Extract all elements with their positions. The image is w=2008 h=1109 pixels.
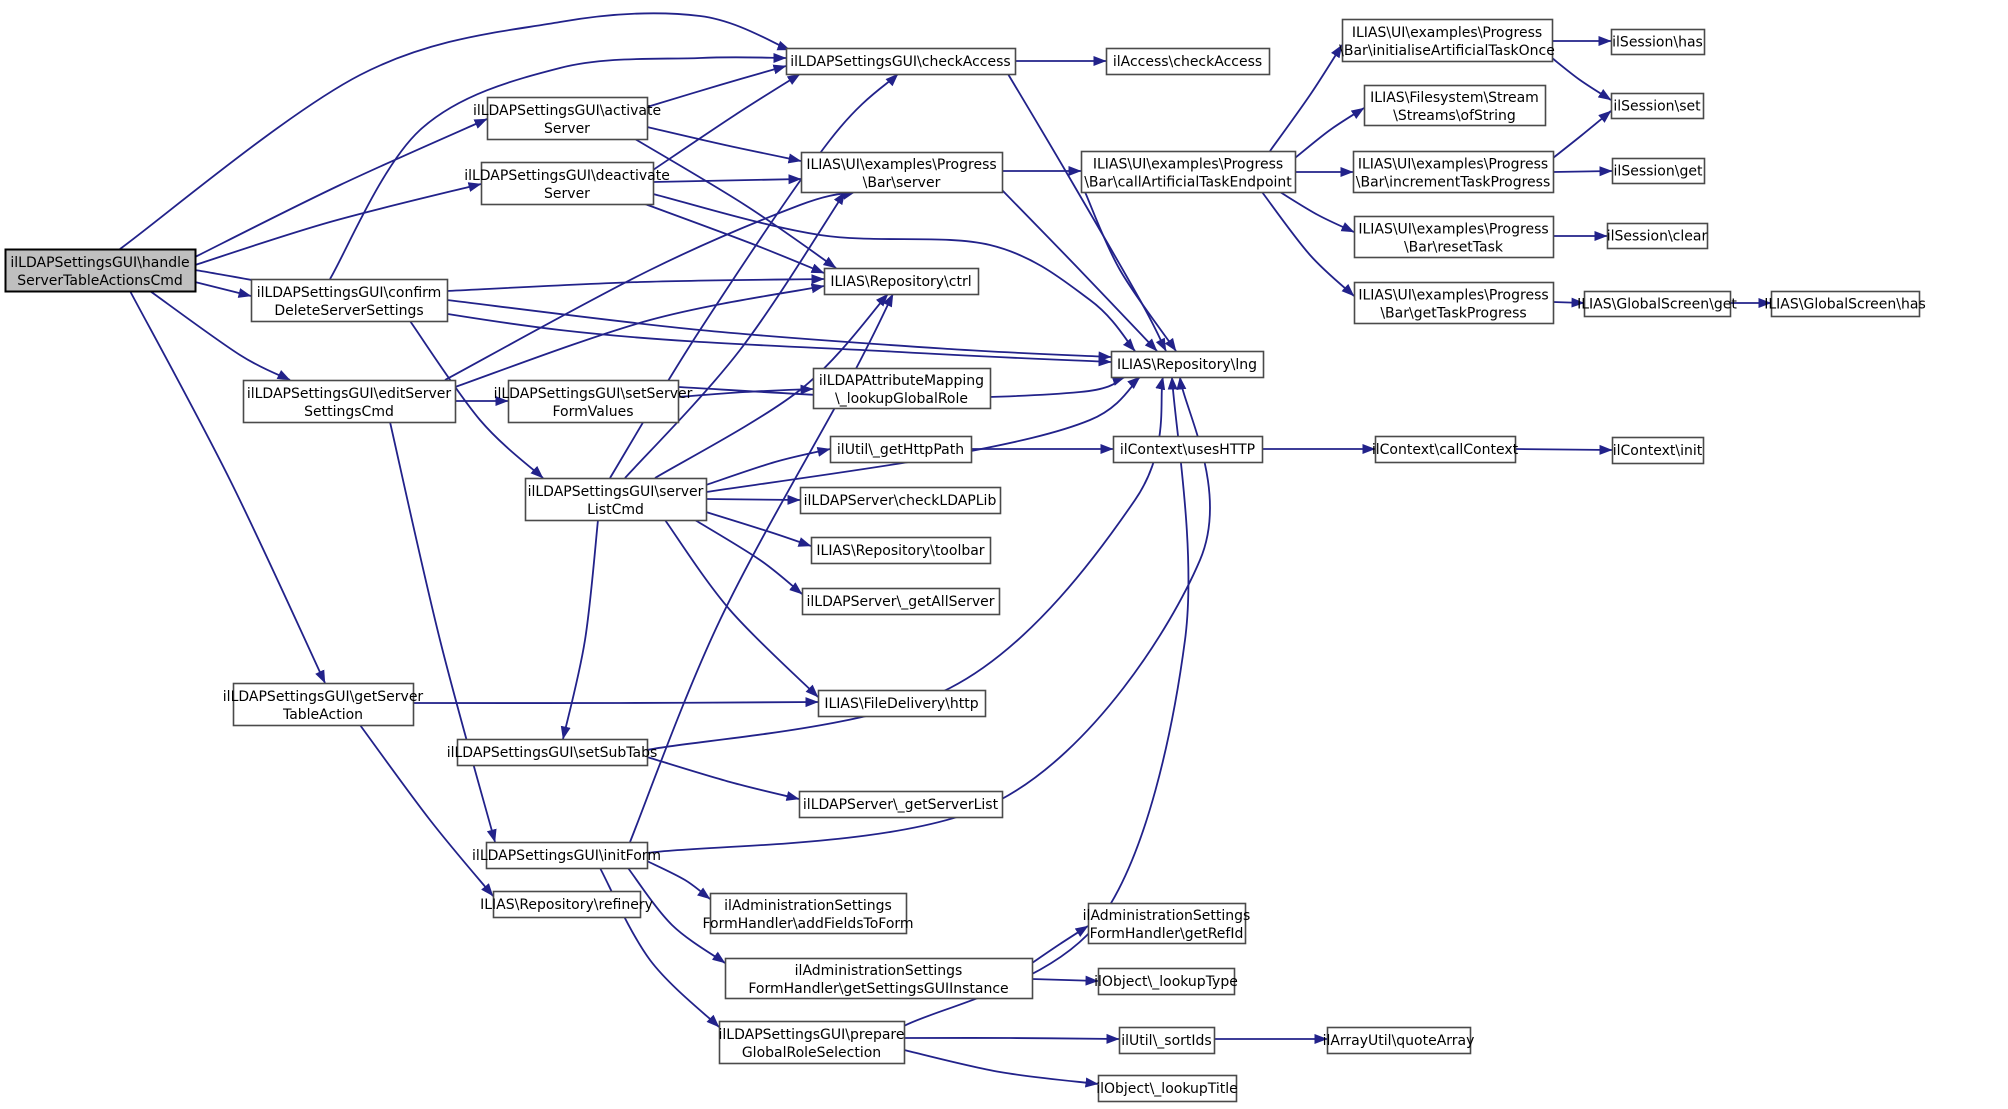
graph-node-getSettingsGUIInstance[interactable] xyxy=(726,959,1033,999)
graph-node-label: ilLDAPSettingsGUI\editServer xyxy=(246,386,452,402)
graph-node-label: ilArrayUtil\quoteArray xyxy=(1322,1033,1475,1049)
graph-node-label: ilLDAPSettingsGUI\getServer xyxy=(222,689,424,705)
call-edge-editServerSettingsCmd-to-barServer xyxy=(445,192,855,380)
call-edge-serverListCmd-to-toolbar xyxy=(706,512,811,546)
graph-node-getServerTableAction[interactable] xyxy=(223,684,424,726)
graph-node-sessionClear[interactable] xyxy=(1607,224,1708,249)
graph-node-label: ilContext\init xyxy=(1612,443,1703,459)
graph-node-label: ilLDAPServer\_getAllServer xyxy=(806,594,995,610)
graph-node-label: ILIAS\Repository\ctrl xyxy=(830,274,972,290)
graph-node-label: ilLDAPSettingsGUI\setSubTabs xyxy=(446,745,658,761)
graph-node-label: ilLDAPSettingsGUI\confirm xyxy=(256,285,442,301)
call-edge-callArtificialTaskEndpoint-to-getTaskProgress xyxy=(1262,192,1354,296)
call-edge-activateServer-to-barServer xyxy=(647,127,801,161)
graph-node-label: ilLDAPSettingsGUI\deactivate xyxy=(464,168,670,184)
graph-node-label: ilLDAPServer\checkLDAPLib xyxy=(803,493,997,509)
graph-node-label: ilAccess\checkAccess xyxy=(1112,54,1263,70)
graph-node-sessionGet[interactable] xyxy=(1613,159,1705,184)
graph-node-label: FormHandler\addFieldsToForm xyxy=(702,916,914,932)
graph-node-label: FormHandler\getRefId xyxy=(1089,926,1244,942)
graph-node-label: ilLDAPSettingsGUI\handle xyxy=(10,255,190,271)
call-edge-serverListCmd-to-setSubTabs xyxy=(563,520,598,739)
call-edge-activateServer-to-checkAccess xyxy=(647,66,786,107)
graph-node-label: \Bar\callArtificialTaskEndpoint xyxy=(1084,174,1292,191)
graph-node-label: \Bar\resetTask xyxy=(1403,239,1504,256)
graph-node-label: SettingsCmd xyxy=(304,404,394,420)
graph-node-ilAccessCheckAccess[interactable] xyxy=(1107,49,1270,75)
call-edge-initialiseArtificialTaskOnce-to-sessionSet xyxy=(1552,58,1611,100)
graph-node-label: ilAdministrationSettings xyxy=(724,898,892,914)
graph-node-lookupType[interactable] xyxy=(1094,969,1238,995)
graph-node-confirmDeleteServerSettings[interactable] xyxy=(252,280,448,322)
graph-node-contextInit[interactable] xyxy=(1613,438,1704,464)
graph-node-label: \Bar\initialiseArtificialTaskOnce xyxy=(1339,43,1555,59)
call-edge-deactivateServer-to-ctrl xyxy=(645,204,824,273)
graph-node-label: ilLDAPSettingsGUI\activate xyxy=(472,103,662,119)
call-edge-callArtificialTaskEndpoint-to-resetTask xyxy=(1280,192,1354,232)
call-edge-serverListCmd-to-http xyxy=(665,520,818,697)
graph-node-ofString[interactable] xyxy=(1365,86,1546,126)
graph-node-label: ilSession\get xyxy=(1613,163,1703,180)
graph-node-label: Server xyxy=(544,186,590,202)
graph-node-label: ILIAS\UI\examples\Progress xyxy=(1358,221,1549,238)
graph-node-deactivateServer[interactable] xyxy=(464,163,670,205)
graph-node-label: ILIAS\Filesystem\Stream xyxy=(1370,90,1539,106)
graph-node-label: ilLDAPServer\_getServerList xyxy=(802,797,999,813)
graph-node-label: ilSession\set xyxy=(1613,98,1701,115)
graph-node-checkLDAPLib[interactable] xyxy=(801,488,1001,514)
graph-node-label: ILIAS\UI\examples\Progress xyxy=(1358,287,1549,304)
graph-node-getServerList[interactable] xyxy=(800,792,1003,818)
graph-node-label: ILIAS\FileDelivery\http xyxy=(824,696,979,712)
call-edge-getServerTableAction-to-http xyxy=(413,702,818,703)
graph-node-globalScreenHas[interactable] xyxy=(1764,292,1926,317)
graph-node-barServer[interactable] xyxy=(802,153,1003,193)
graph-node-globalScreenGet[interactable] xyxy=(1577,292,1737,317)
graph-node-label: ilContext\callContext xyxy=(1371,442,1519,458)
graph-node-prepareGlobalRoleSelection[interactable] xyxy=(719,1022,905,1064)
graph-node-sessionSet[interactable] xyxy=(1612,94,1704,119)
call-edge-prepareGlobalRoleSelection-to-sortIds xyxy=(904,1038,1119,1039)
graph-node-label: ILIAS\UI\examples\Progress xyxy=(1357,156,1549,173)
graph-node-http[interactable] xyxy=(819,691,986,717)
call-edge-serverListCmd-to-checkLDAPLib xyxy=(706,499,800,500)
node-layer xyxy=(6,20,1926,1102)
graph-node-label: ilSession\clear xyxy=(1606,228,1708,245)
call-edge-handleServerTableActionsCmd-to-getServerTableAction xyxy=(130,291,325,683)
graph-node-serverListCmd[interactable] xyxy=(526,479,707,521)
graph-node-editServerSettingsCmd[interactable] xyxy=(244,381,456,423)
call-edge-callArtificialTaskEndpoint-to-lng xyxy=(1085,192,1176,351)
graph-node-label: ilObject\_lookupType xyxy=(1094,974,1238,990)
graph-node-setServerFormValues[interactable] xyxy=(494,381,693,423)
graph-node-toolbar[interactable] xyxy=(812,538,991,564)
graph-node-label: ilSession\has xyxy=(1612,34,1703,51)
graph-node-label: ilContext\usesHTTP xyxy=(1119,442,1256,458)
graph-node-label: ilObject\_lookupTitle xyxy=(1096,1081,1238,1097)
call-edge-prepareGlobalRoleSelection-to-lookupTitle xyxy=(904,1050,1098,1084)
graph-node-label: TableAction xyxy=(282,707,364,723)
graph-node-label: ILIAS\UI\examples\Progress xyxy=(1351,25,1543,41)
call-edge-incrementTaskProgress-to-sessionSet xyxy=(1553,111,1611,158)
graph-node-quoteArray[interactable] xyxy=(1323,1028,1475,1054)
graph-node-label: ServerTableActionsCmd xyxy=(17,273,183,289)
graph-node-label: \Bar\incrementTaskProgress xyxy=(1355,174,1551,191)
graph-node-callArtificialTaskEndpoint[interactable] xyxy=(1082,152,1296,193)
graph-node-sessionHas[interactable] xyxy=(1612,30,1705,55)
graph-node-label: ilLDAPSettingsGUI\server xyxy=(527,484,704,500)
call-edge-callContext-to-contextInit xyxy=(1515,449,1612,450)
graph-node-addFieldsToForm[interactable] xyxy=(702,894,913,934)
graph-node-label: ILIAS\Repository\lng xyxy=(1116,357,1258,373)
call-edge-getSettingsGUIInstance-to-lookupType xyxy=(1032,979,1098,981)
call-edge-handleServerTableActionsCmd-to-checkAccess xyxy=(120,13,790,249)
call-edge-handleServerTableActionsCmd-to-activateServer xyxy=(195,119,487,257)
graph-node-label: \Bar\server xyxy=(862,175,941,191)
call-edge-setSubTabs-to-getServerList xyxy=(647,757,799,799)
call-edge-handleServerTableActionsCmd-to-deactivateServer xyxy=(195,184,481,265)
graph-node-handleServerTableActionsCmd[interactable] xyxy=(6,250,196,292)
call-edge-callArtificialTaskEndpoint-to-initialiseArtificialTaskOnce xyxy=(1270,45,1342,151)
graph-node-label: ILIAS\UI\examples\Progress xyxy=(1092,156,1284,173)
graph-node-lookupGlobalRole[interactable] xyxy=(814,369,991,409)
graph-node-label: ilLDAPSettingsGUI\initForm xyxy=(472,848,661,864)
call-edge-serverListCmd-to-getHttpPath xyxy=(706,449,830,485)
graph-node-activateServer[interactable] xyxy=(473,98,661,140)
graph-node-callContext[interactable] xyxy=(1372,437,1519,463)
call-edge-serverListCmd-to-getAllServer xyxy=(695,520,802,594)
graph-node-label: ilLDAPSettingsGUI\checkAccess xyxy=(790,54,1011,70)
graph-node-getTaskProgress[interactable] xyxy=(1355,283,1554,324)
graph-node-resetTask[interactable] xyxy=(1355,217,1554,258)
graph-node-label: ILIAS\GlobalScreen\get xyxy=(1577,296,1737,313)
graph-node-label: Server xyxy=(544,121,590,137)
graph-node-label: ilAdministrationSettings xyxy=(794,963,963,979)
graph-node-label: ilLDAPAttributeMapping xyxy=(818,373,985,389)
graph-node-label: FormHandler\getSettingsGUIInstance xyxy=(748,981,1009,997)
graph-node-checkAccess[interactable] xyxy=(787,49,1016,75)
graph-node-label: DeleteServerSettings xyxy=(274,303,424,319)
graph-node-setSubTabs[interactable] xyxy=(447,740,658,766)
call-edge-handleServerTableActionsCmd-to-confirmDeleteServerSettings xyxy=(195,282,251,296)
graph-node-label: \Streams\ofString xyxy=(1393,108,1516,124)
graph-node-getHttpPath[interactable] xyxy=(831,437,972,463)
call-edge-confirmDeleteServerSettings-to-ctrl xyxy=(447,279,824,291)
graph-node-label: ILIAS\GlobalScreen\has xyxy=(1764,296,1926,313)
graph-node-label: ilAdministrationSettings xyxy=(1082,908,1251,924)
graph-node-label: ILIAS\Repository\refinery xyxy=(480,897,653,913)
call-edge-barServer-to-lng xyxy=(1002,190,1157,351)
graph-node-label: ILIAS\UI\examples\Progress xyxy=(806,157,997,173)
graph-node-label: FormValues xyxy=(552,404,634,420)
call-edge-deactivateServer-to-barServer xyxy=(653,179,801,182)
graph-node-sortIds[interactable] xyxy=(1120,1028,1215,1054)
graph-node-label: ilLDAPSettingsGUI\setServer xyxy=(493,386,693,402)
graph-node-label: ilUtil\_getHttpPath xyxy=(836,442,965,458)
call-edge-initForm-to-addFieldsToForm xyxy=(647,861,710,899)
graph-node-label: ilUtil\_sortIds xyxy=(1121,1033,1212,1049)
graph-node-label: GlobalRoleSelection xyxy=(741,1045,882,1061)
graph-node-getAllServer[interactable] xyxy=(803,589,1000,615)
call-edge-incrementTaskProgress-to-sessionGet xyxy=(1553,171,1612,172)
graph-node-getRefId[interactable] xyxy=(1083,904,1251,944)
graph-node-label: \Bar\getTaskProgress xyxy=(1380,305,1527,322)
graph-node-label: ILIAS\Repository\toolbar xyxy=(816,543,985,559)
graph-node-lng[interactable] xyxy=(1112,352,1264,378)
call-edge-checkAccess-to-lng xyxy=(1008,74,1166,351)
graph-node-incrementTaskProgress[interactable] xyxy=(1354,152,1554,193)
call-edge-editServerSettingsCmd-to-initForm xyxy=(390,422,495,842)
call-edge-callArtificialTaskEndpoint-to-ofString xyxy=(1295,108,1364,158)
graph-node-label: \_lookupGlobalRole xyxy=(835,391,968,407)
graph-node-label: ilLDAPSettingsGUI\prepare xyxy=(718,1027,905,1043)
graph-node-ctrl[interactable] xyxy=(825,269,979,295)
graph-node-lookupTitle[interactable] xyxy=(1096,1076,1238,1102)
graph-node-initialiseArtificialTaskOnce[interactable] xyxy=(1339,20,1555,62)
call-edge-serverListCmd-to-barServer xyxy=(625,192,845,478)
graph-node-usesHTTP[interactable] xyxy=(1114,437,1263,463)
graph-node-initForm[interactable] xyxy=(472,843,661,869)
graph-node-label: ListCmd xyxy=(587,502,644,518)
graph-node-refinery[interactable] xyxy=(480,892,653,918)
